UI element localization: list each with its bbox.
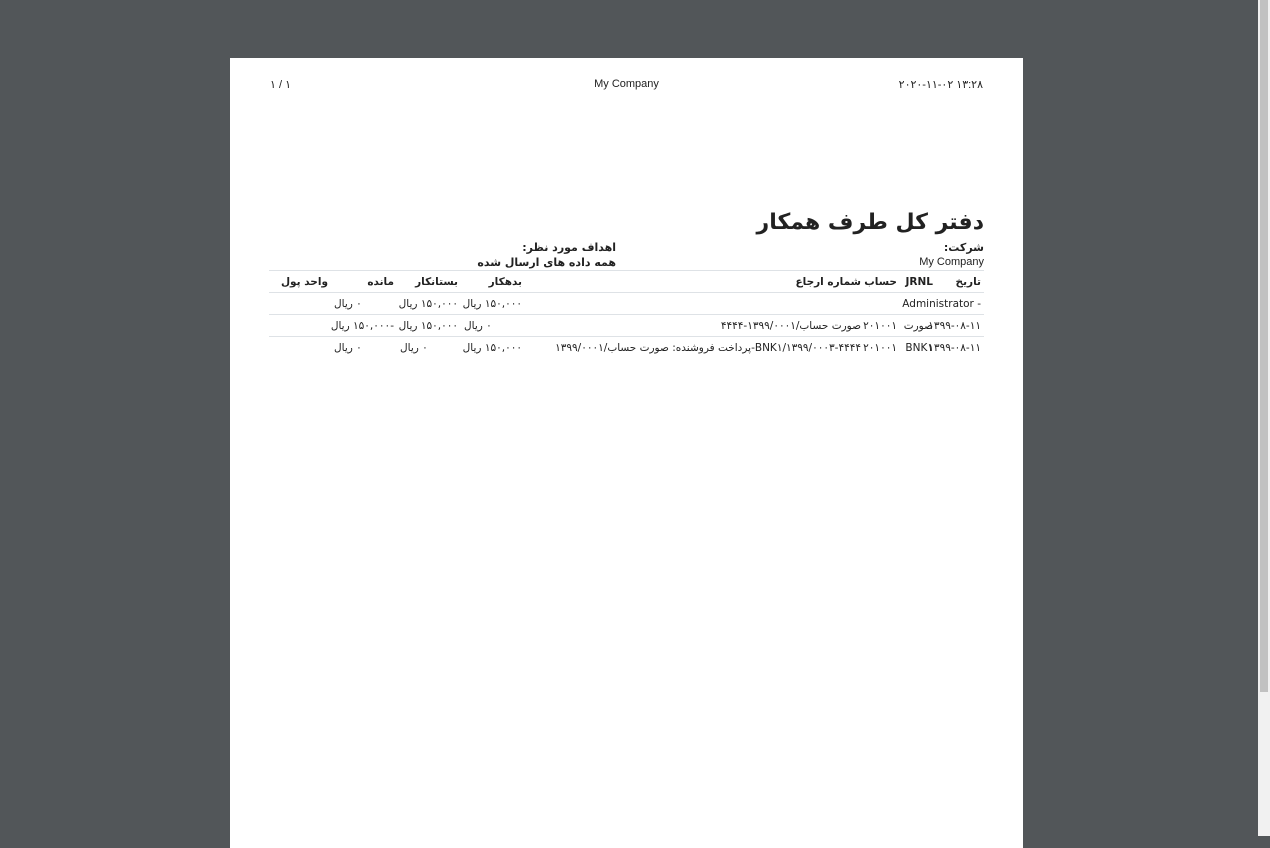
row-date: ۱۳۹۹-۰۸-۱۱: [936, 337, 984, 359]
report-filters: [269, 240, 984, 270]
row-currency: [269, 315, 331, 337]
report-content: [269, 206, 984, 358]
row-date: ۱۳۹۹-۰۸-۱۱: [936, 315, 984, 337]
targets-value: همه داده های ارسال شده: [477, 256, 616, 269]
row-ref: صورت حساب/۱۳۹۹/۰۰۰۱-۴۴۴۴: [525, 315, 864, 337]
partner-name: - Administrator: [525, 293, 984, 315]
vertical-scrollbar[interactable]: [1258, 0, 1270, 836]
report-title: دفتر کل طرف همکار: [756, 210, 984, 235]
ledger-table: [269, 270, 984, 358]
col-balance: مانده: [331, 271, 397, 293]
targets-label: اهداف مورد نظر:: [522, 241, 616, 254]
col-ref: شماره ارجاع: [525, 271, 864, 293]
row-ref: BNK۱/۱۳۹۹/۰۰۰۳-۴۴۴۴-پرداخت فروشنده: صورت حساب/۱۳۹۹/۰۰۰۱: [525, 337, 864, 359]
group-debit: ۱۵۰,۰۰۰ ریال: [461, 293, 525, 315]
table-header-row: [269, 271, 984, 293]
row-debit: ۱۵۰,۰۰۰ ریال: [461, 337, 525, 359]
group-currency: [269, 293, 331, 315]
company-label: شرکت:: [943, 241, 984, 254]
row-jrnl: BNK۱: [900, 337, 936, 359]
row-jrnl: صورت: [900, 315, 936, 337]
col-account: حساب: [864, 271, 900, 293]
table-row: [269, 337, 984, 359]
partner-group-row: [269, 293, 984, 315]
col-credit: بستانکار: [397, 271, 461, 293]
page-number: ۱ / ۱: [270, 79, 291, 91]
table-row: [269, 315, 984, 337]
col-jrnl: JRNL: [900, 271, 936, 293]
row-balance: ۰ ریال: [331, 337, 397, 359]
row-account: ۲۰۱۰۰۱: [864, 315, 900, 337]
targets-filter: [477, 240, 616, 270]
company-filter: [919, 240, 984, 270]
row-account: ۲۰۱۰۰۱: [864, 337, 900, 359]
row-balance: -۱۵۰,۰۰۰ ریال: [331, 315, 397, 337]
row-debit: ۰ ریال: [461, 315, 525, 337]
header-company: My Company: [594, 78, 659, 90]
scrollbar-thumb[interactable]: [1260, 0, 1268, 692]
col-debit: بدهکار: [461, 271, 525, 293]
col-currency: واحد پول: [269, 271, 331, 293]
col-date: تاریخ: [936, 271, 984, 293]
row-credit: ۰ ریال: [397, 337, 461, 359]
group-balance: ۰ ریال: [331, 293, 397, 315]
group-credit: ۱۵۰,۰۰۰ ریال: [397, 293, 461, 315]
company-value: My Company: [919, 256, 984, 268]
report-page: [230, 58, 1023, 848]
print-datetime: ۲۰۲۰-۱۱-۰۲ ۱۳:۲۸: [898, 79, 983, 91]
row-credit: ۱۵۰,۰۰۰ ریال: [397, 315, 461, 337]
row-currency: [269, 337, 331, 359]
